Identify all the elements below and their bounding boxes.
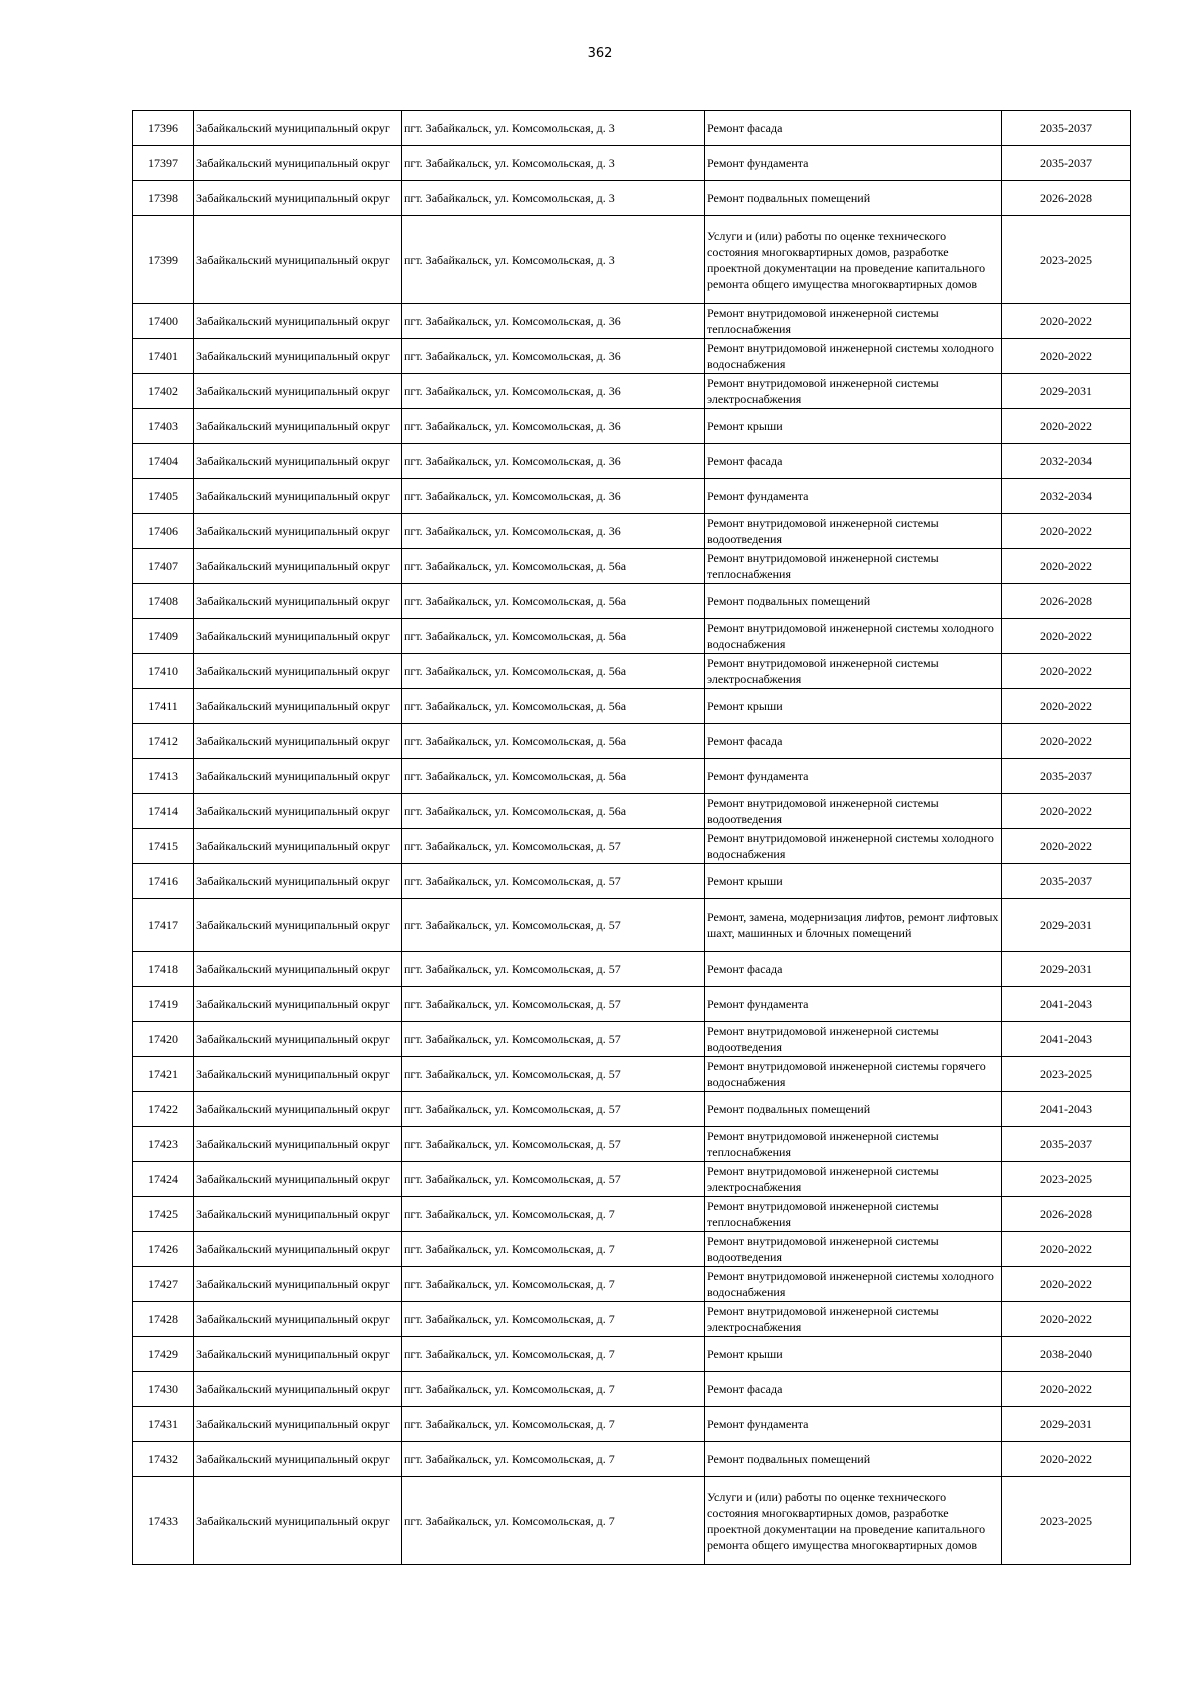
work-type-cell: Ремонт фасада: [705, 1372, 1002, 1407]
row-number-cell: 17425: [133, 1197, 194, 1232]
row-number-cell: 17396: [133, 111, 194, 146]
address-cell: пгт. Забайкальск, ул. Комсомольская, д. 7: [402, 1197, 705, 1232]
address-cell: пгт. Забайкальск, ул. Комсомольская, д. 57: [402, 1092, 705, 1127]
work-type-cell: Ремонт внутридомовой инженерной системы холодного водоснабжения: [705, 339, 1002, 374]
row-number-cell: 17415: [133, 829, 194, 864]
row-number-cell: 17403: [133, 409, 194, 444]
work-type-cell: Ремонт фундамента: [705, 479, 1002, 514]
address-cell: пгт. Забайкальск, ул. Комсомольская, д. 36: [402, 444, 705, 479]
period-cell: 2020-2022: [1002, 1232, 1131, 1267]
work-type-cell: Ремонт фасада: [705, 724, 1002, 759]
work-type-cell: Ремонт фасада: [705, 111, 1002, 146]
address-cell: пгт. Забайкальск, ул. Комсомольская, д. 3: [402, 146, 705, 181]
row-number-cell: 17411: [133, 689, 194, 724]
address-cell: пгт. Забайкальск, ул. Комсомольская, д. 57: [402, 952, 705, 987]
address-cell: пгт. Забайкальск, ул. Комсомольская, д. 7: [402, 1477, 705, 1565]
work-type-cell: Ремонт фундамента: [705, 1407, 1002, 1442]
district-cell: Забайкальский муниципальный округ: [194, 181, 402, 216]
address-cell: пгт. Забайкальск, ул. Комсомольская, д. 56а: [402, 584, 705, 619]
row-number-cell: 17408: [133, 584, 194, 619]
period-cell: 2020-2022: [1002, 829, 1131, 864]
row-number-cell: 17432: [133, 1442, 194, 1477]
table-row: [133, 549, 1131, 584]
work-type-cell: Ремонт подвальных помещений: [705, 584, 1002, 619]
row-number-cell: 17431: [133, 1407, 194, 1442]
row-number-cell: 17407: [133, 549, 194, 584]
row-number-cell: 17422: [133, 1092, 194, 1127]
work-type-cell: Ремонт подвальных помещений: [705, 1442, 1002, 1477]
period-cell: 2020-2022: [1002, 549, 1131, 584]
address-cell: пгт. Забайкальск, ул. Комсомольская, д. 7: [402, 1302, 705, 1337]
table-row: [133, 181, 1131, 216]
period-cell: 2020-2022: [1002, 1372, 1131, 1407]
address-cell: пгт. Забайкальск, ул. Комсомольская, д. 57: [402, 1057, 705, 1092]
district-cell: Забайкальский муниципальный округ: [194, 584, 402, 619]
address-cell: пгт. Забайкальск, ул. Комсомольская, д. 56а: [402, 794, 705, 829]
work-type-cell: Ремонт внутридомовой инженерной системы водоотведения: [705, 514, 1002, 549]
table-body: [133, 111, 1131, 1565]
address-cell: пгт. Забайкальск, ул. Комсомольская, д. 36: [402, 479, 705, 514]
work-type-cell: Ремонт фундамента: [705, 987, 1002, 1022]
work-type-cell: Услуги и (или) работы по оценке технического состояния многоквартирных домов, разработке проектной документации на проведение капитального ремонта общего имущества многоквартирных домов: [705, 1477, 1002, 1565]
table-row: [133, 216, 1131, 304]
address-cell: пгт. Забайкальск, ул. Комсомольская, д. 36: [402, 409, 705, 444]
period-cell: 2020-2022: [1002, 304, 1131, 339]
district-cell: Забайкальский муниципальный округ: [194, 1442, 402, 1477]
district-cell: Забайкальский муниципальный округ: [194, 952, 402, 987]
district-cell: Забайкальский муниципальный округ: [194, 1092, 402, 1127]
row-number-cell: 17424: [133, 1162, 194, 1197]
work-type-cell: Ремонт внутридомовой инженерной системы горячего водоснабжения: [705, 1057, 1002, 1092]
period-cell: 2035-2037: [1002, 1127, 1131, 1162]
work-type-cell: Ремонт внутридомовой инженерной системы холодного водоснабжения: [705, 829, 1002, 864]
district-cell: Забайкальский муниципальный округ: [194, 1267, 402, 1302]
period-cell: 2026-2028: [1002, 584, 1131, 619]
address-cell: пгт. Забайкальск, ул. Комсомольская, д. 56а: [402, 654, 705, 689]
period-cell: 2020-2022: [1002, 724, 1131, 759]
row-number-cell: 17406: [133, 514, 194, 549]
address-cell: пгт. Забайкальск, ул. Комсомольская, д. 7: [402, 1267, 705, 1302]
address-cell: пгт. Забайкальск, ул. Комсомольская, д. 7: [402, 1407, 705, 1442]
row-number-cell: 17433: [133, 1477, 194, 1565]
district-cell: Забайкальский муниципальный округ: [194, 724, 402, 759]
district-cell: Забайкальский муниципальный округ: [194, 514, 402, 549]
table-row: [133, 1232, 1131, 1267]
table-row: [133, 374, 1131, 409]
period-cell: 2035-2037: [1002, 111, 1131, 146]
address-cell: пгт. Забайкальск, ул. Комсомольская, д. 7: [402, 1337, 705, 1372]
work-type-cell: Услуги и (или) работы по оценке технического состояния многоквартирных домов, разработке проектной документации на проведение капитального ремонта общего имущества многоквартирных домов: [705, 216, 1002, 304]
district-cell: Забайкальский муниципальный округ: [194, 864, 402, 899]
work-type-cell: Ремонт подвальных помещений: [705, 1092, 1002, 1127]
address-cell: пгт. Забайкальск, ул. Комсомольская, д. 7: [402, 1442, 705, 1477]
period-cell: 2035-2037: [1002, 864, 1131, 899]
address-cell: пгт. Забайкальск, ул. Комсомольская, д. 57: [402, 1162, 705, 1197]
work-type-cell: Ремонт фундамента: [705, 146, 1002, 181]
address-cell: пгт. Забайкальск, ул. Комсомольская, д. 57: [402, 829, 705, 864]
district-cell: Забайкальский муниципальный округ: [194, 829, 402, 864]
row-number-cell: 17421: [133, 1057, 194, 1092]
table-row: [133, 1162, 1131, 1197]
address-cell: пгт. Забайкальск, ул. Комсомольская, д. 36: [402, 304, 705, 339]
row-number-cell: 17402: [133, 374, 194, 409]
table-row: [133, 1057, 1131, 1092]
district-cell: Забайкальский муниципальный округ: [194, 1407, 402, 1442]
district-cell: Забайкальский муниципальный округ: [194, 479, 402, 514]
district-cell: Забайкальский муниципальный округ: [194, 1162, 402, 1197]
address-cell: пгт. Забайкальск, ул. Комсомольская, д. 57: [402, 1022, 705, 1057]
row-number-cell: 17412: [133, 724, 194, 759]
work-type-cell: Ремонт фундамента: [705, 759, 1002, 794]
district-cell: Забайкальский муниципальный округ: [194, 899, 402, 952]
work-type-cell: Ремонт внутридомовой инженерной системы теплоснабжения: [705, 304, 1002, 339]
address-cell: пгт. Забайкальск, ул. Комсомольская, д. 57: [402, 899, 705, 952]
table-row: [133, 1302, 1131, 1337]
row-number-cell: 17414: [133, 794, 194, 829]
district-cell: Забайкальский муниципальный округ: [194, 794, 402, 829]
period-cell: 2032-2034: [1002, 444, 1131, 479]
period-cell: 2029-2031: [1002, 952, 1131, 987]
row-number-cell: 17405: [133, 479, 194, 514]
work-type-cell: Ремонт внутридомовой инженерной системы электроснабжения: [705, 374, 1002, 409]
period-cell: 2020-2022: [1002, 514, 1131, 549]
row-number-cell: 17399: [133, 216, 194, 304]
district-cell: Забайкальский муниципальный округ: [194, 339, 402, 374]
table-row: [133, 1442, 1131, 1477]
address-cell: пгт. Забайкальск, ул. Комсомольская, д. 56а: [402, 619, 705, 654]
row-number-cell: 17397: [133, 146, 194, 181]
district-cell: Забайкальский муниципальный округ: [194, 409, 402, 444]
period-cell: 2020-2022: [1002, 1302, 1131, 1337]
period-cell: 2041-2043: [1002, 987, 1131, 1022]
table-row: [133, 111, 1131, 146]
period-cell: 2023-2025: [1002, 216, 1131, 304]
period-cell: 2023-2025: [1002, 1057, 1131, 1092]
work-type-cell: Ремонт внутридомовой инженерной системы электроснабжения: [705, 1302, 1002, 1337]
district-cell: Забайкальский муниципальный округ: [194, 1127, 402, 1162]
address-cell: пгт. Забайкальск, ул. Комсомольская, д. 7: [402, 1372, 705, 1407]
period-cell: 2026-2028: [1002, 1197, 1131, 1232]
table-row: [133, 1267, 1131, 1302]
row-number-cell: 17427: [133, 1267, 194, 1302]
table-row: [133, 654, 1131, 689]
work-type-cell: Ремонт внутридомовой инженерной системы холодного водоснабжения: [705, 619, 1002, 654]
period-cell: 2035-2037: [1002, 759, 1131, 794]
row-number-cell: 17404: [133, 444, 194, 479]
district-cell: Забайкальский муниципальный округ: [194, 1302, 402, 1337]
district-cell: Забайкальский муниципальный округ: [194, 759, 402, 794]
table-row: [133, 479, 1131, 514]
row-number-cell: 17409: [133, 619, 194, 654]
table-row: [133, 304, 1131, 339]
period-cell: 2020-2022: [1002, 1442, 1131, 1477]
district-cell: Забайкальский муниципальный округ: [194, 1372, 402, 1407]
work-type-cell: Ремонт фасада: [705, 444, 1002, 479]
row-number-cell: 17401: [133, 339, 194, 374]
row-number-cell: 17418: [133, 952, 194, 987]
table-row: [133, 724, 1131, 759]
period-cell: 2020-2022: [1002, 1267, 1131, 1302]
table-row: [133, 514, 1131, 549]
table-row: [133, 409, 1131, 444]
period-cell: 2029-2031: [1002, 1407, 1131, 1442]
row-number-cell: 17410: [133, 654, 194, 689]
period-cell: 2026-2028: [1002, 181, 1131, 216]
period-cell: 2020-2022: [1002, 409, 1131, 444]
period-cell: 2020-2022: [1002, 339, 1131, 374]
district-cell: Забайкальский муниципальный округ: [194, 1197, 402, 1232]
table-row: [133, 1092, 1131, 1127]
period-cell: 2041-2043: [1002, 1022, 1131, 1057]
district-cell: Забайкальский муниципальный округ: [194, 987, 402, 1022]
period-cell: 2020-2022: [1002, 794, 1131, 829]
row-number-cell: 17426: [133, 1232, 194, 1267]
row-number-cell: 17420: [133, 1022, 194, 1057]
period-cell: 2041-2043: [1002, 1092, 1131, 1127]
district-cell: Забайкальский муниципальный округ: [194, 1337, 402, 1372]
address-cell: пгт. Забайкальск, ул. Комсомольская, д. 7: [402, 1232, 705, 1267]
period-cell: 2023-2025: [1002, 1477, 1131, 1565]
row-number-cell: 17413: [133, 759, 194, 794]
work-type-cell: Ремонт внутридомовой инженерной системы электроснабжения: [705, 654, 1002, 689]
period-cell: 2029-2031: [1002, 374, 1131, 409]
period-cell: 2032-2034: [1002, 479, 1131, 514]
table-row: [133, 1197, 1131, 1232]
table-row: [133, 899, 1131, 952]
address-cell: пгт. Забайкальск, ул. Комсомольская, д. 36: [402, 374, 705, 409]
period-cell: 2020-2022: [1002, 619, 1131, 654]
table-row: [133, 1407, 1131, 1442]
district-cell: Забайкальский муниципальный округ: [194, 1477, 402, 1565]
table-row: [133, 584, 1131, 619]
work-type-cell: Ремонт внутридомовой инженерной системы теплоснабжения: [705, 1127, 1002, 1162]
work-type-cell: Ремонт внутридомовой инженерной системы холодного водоснабжения: [705, 1267, 1002, 1302]
table-row: [133, 794, 1131, 829]
table-row: [133, 1372, 1131, 1407]
district-cell: Забайкальский муниципальный округ: [194, 111, 402, 146]
work-type-cell: Ремонт крыши: [705, 409, 1002, 444]
table-row: [133, 444, 1131, 479]
district-cell: Забайкальский муниципальный округ: [194, 1057, 402, 1092]
table-row: [133, 864, 1131, 899]
repair-schedule-table: [132, 110, 1131, 1565]
work-type-cell: Ремонт крыши: [705, 689, 1002, 724]
district-cell: Забайкальский муниципальный округ: [194, 689, 402, 724]
district-cell: Забайкальский муниципальный округ: [194, 619, 402, 654]
row-number-cell: 17419: [133, 987, 194, 1022]
district-cell: Забайкальский муниципальный округ: [194, 304, 402, 339]
work-type-cell: Ремонт внутридомовой инженерной системы водоотведения: [705, 794, 1002, 829]
table-row: [133, 339, 1131, 374]
address-cell: пгт. Забайкальск, ул. Комсомольская, д. 36: [402, 514, 705, 549]
work-type-cell: Ремонт внутридомовой инженерной системы водоотведения: [705, 1022, 1002, 1057]
row-number-cell: 17430: [133, 1372, 194, 1407]
district-cell: Забайкальский муниципальный округ: [194, 1022, 402, 1057]
period-cell: 2029-2031: [1002, 899, 1131, 952]
work-type-cell: Ремонт подвальных помещений: [705, 181, 1002, 216]
table-row: [133, 1337, 1131, 1372]
district-cell: Забайкальский муниципальный округ: [194, 654, 402, 689]
row-number-cell: 17398: [133, 181, 194, 216]
district-cell: Забайкальский муниципальный округ: [194, 146, 402, 181]
row-number-cell: 17417: [133, 899, 194, 952]
period-cell: 2020-2022: [1002, 689, 1131, 724]
address-cell: пгт. Забайкальск, ул. Комсомольская, д. 57: [402, 864, 705, 899]
work-type-cell: Ремонт, замена, модернизация лифтов, ремонт лифтовых шахт, машинных и блочных помещений: [705, 899, 1002, 952]
work-type-cell: Ремонт внутридомовой инженерной системы теплоснабжения: [705, 1197, 1002, 1232]
district-cell: Забайкальский муниципальный округ: [194, 549, 402, 584]
table-row: [133, 619, 1131, 654]
table-row: [133, 987, 1131, 1022]
table-row: [133, 146, 1131, 181]
district-cell: Забайкальский муниципальный округ: [194, 444, 402, 479]
address-cell: пгт. Забайкальск, ул. Комсомольская, д. 3: [402, 111, 705, 146]
work-type-cell: Ремонт фасада: [705, 952, 1002, 987]
row-number-cell: 17429: [133, 1337, 194, 1372]
work-type-cell: Ремонт внутридомовой инженерной системы водоотведения: [705, 1232, 1002, 1267]
work-type-cell: Ремонт крыши: [705, 1337, 1002, 1372]
work-type-cell: Ремонт крыши: [705, 864, 1002, 899]
period-cell: 2038-2040: [1002, 1337, 1131, 1372]
work-type-cell: Ремонт внутридомовой инженерной системы теплоснабжения: [705, 549, 1002, 584]
table-row: [133, 1022, 1131, 1057]
table-row: [133, 689, 1131, 724]
address-cell: пгт. Забайкальск, ул. Комсомольская, д. 3: [402, 181, 705, 216]
period-cell: 2035-2037: [1002, 146, 1131, 181]
row-number-cell: 17428: [133, 1302, 194, 1337]
period-cell: 2020-2022: [1002, 654, 1131, 689]
address-cell: пгт. Забайкальск, ул. Комсомольская, д. 56а: [402, 549, 705, 584]
table-row: [133, 829, 1131, 864]
period-cell: 2023-2025: [1002, 1162, 1131, 1197]
district-cell: Забайкальский муниципальный округ: [194, 374, 402, 409]
district-cell: Забайкальский муниципальный округ: [194, 216, 402, 304]
row-number-cell: 17416: [133, 864, 194, 899]
work-type-cell: Ремонт внутридомовой инженерной системы электроснабжения: [705, 1162, 1002, 1197]
address-cell: пгт. Забайкальск, ул. Комсомольская, д. 36: [402, 339, 705, 374]
address-cell: пгт. Забайкальск, ул. Комсомольская, д. 57: [402, 1127, 705, 1162]
address-cell: пгт. Забайкальск, ул. Комсомольская, д. 56а: [402, 724, 705, 759]
page-number: 362: [587, 46, 613, 61]
row-number-cell: 17423: [133, 1127, 194, 1162]
table-row: [133, 952, 1131, 987]
district-cell: Забайкальский муниципальный округ: [194, 1232, 402, 1267]
table-row: [133, 759, 1131, 794]
address-cell: пгт. Забайкальск, ул. Комсомольская, д. 3: [402, 216, 705, 304]
address-cell: пгт. Забайкальск, ул. Комсомольская, д. 56а: [402, 689, 705, 724]
table-row: [133, 1477, 1131, 1565]
table-row: [133, 1127, 1131, 1162]
address-cell: пгт. Забайкальск, ул. Комсомольская, д. 57: [402, 987, 705, 1022]
address-cell: пгт. Забайкальск, ул. Комсомольская, д. 56а: [402, 759, 705, 794]
row-number-cell: 17400: [133, 304, 194, 339]
